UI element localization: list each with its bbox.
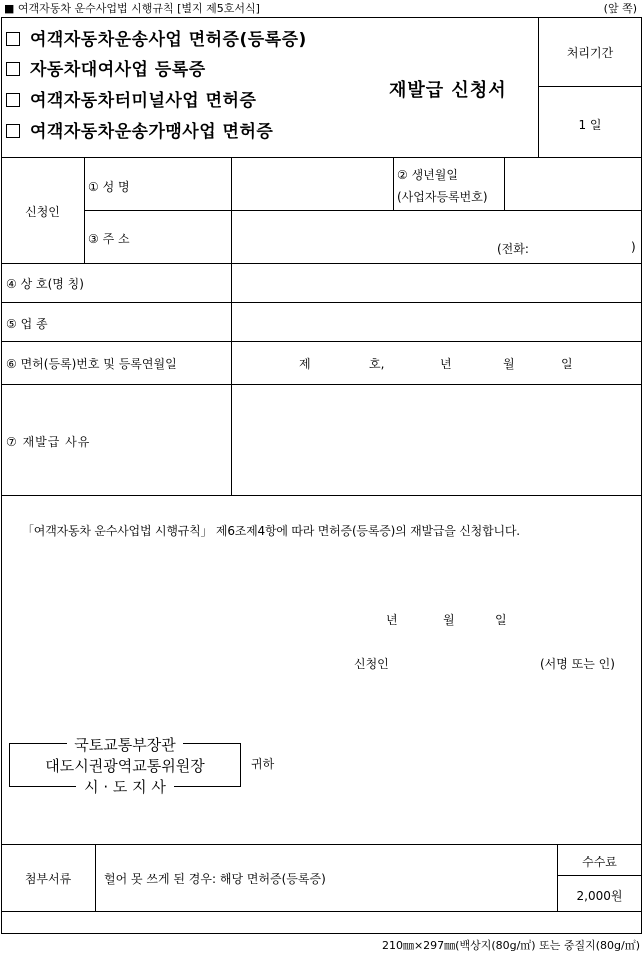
checkbox-icon[interactable]	[6, 32, 20, 46]
option-terminal-license[interactable]: 여객자동차터미널사업 면허증	[6, 85, 307, 118]
recipient-minister: 국토교통부장관	[9, 734, 241, 755]
option-rental-registration[interactable]: 자동차대여사업 등록증	[6, 54, 307, 87]
option-franchise-license[interactable]: 여객자동차운송가맹사업 면허증	[6, 116, 307, 149]
page-side-label: (앞 쪽)	[603, 2, 637, 15]
applicant-section-label: 신청인	[25, 205, 60, 219]
checkbox-icon[interactable]	[6, 124, 20, 138]
fee-label: 수수료	[582, 855, 617, 869]
date-day-label: 일	[495, 613, 507, 627]
license-year-label: 년	[440, 357, 452, 371]
reissue-reason-label: ⑦ 재발급 사유	[6, 435, 91, 449]
license-ho-label: 호,	[369, 357, 385, 371]
name-field[interactable]	[232, 158, 393, 210]
birthdate-field[interactable]	[505, 158, 641, 210]
date-year-label: 년	[386, 613, 398, 627]
license-day-label: 일	[561, 357, 573, 371]
processing-period-label: 처리기간	[566, 46, 614, 60]
application-statement: 「여객자동차 운수사업법 시행규칙」 제6조제4항에 따라 면허증(등록증)의 재발급을 신청합니다.	[22, 524, 520, 538]
name-label: ① 성 명	[88, 180, 130, 194]
reissue-reason-field[interactable]	[232, 385, 641, 495]
recipient-governor: 시 · 도 지 사	[9, 776, 241, 797]
checkbox-icon[interactable]	[6, 93, 20, 107]
business-type-label: ⑤ 업 종	[6, 317, 48, 331]
paper-spec: 210㎜×297㎜(백상지(80g/㎡) 또는 중질지(80g/㎡)	[381, 939, 640, 952]
business-reg-number-label: (사업자등록번호)	[397, 190, 488, 204]
recipient-commission: 대도시권광역교통위원장	[45, 757, 205, 775]
recipient-suffix: 귀하	[251, 757, 275, 771]
fee-value: 2,000원	[576, 889, 623, 903]
checkbox-icon[interactable]	[6, 62, 20, 76]
license-number-label: ⑥ 면허(등록)번호 및 등록연월일	[6, 357, 177, 371]
signer-label: 신청인	[354, 657, 389, 671]
birthdate-label: ② 생년월일	[397, 168, 458, 182]
option-transport-license[interactable]: 여객자동차운송사업 면허증(등록증)	[6, 24, 307, 57]
form-title: 재발급 신청서	[389, 80, 507, 101]
attachments-content: 헐어 못 쓰게 된 경우: 해당 면허증(등록증)	[104, 872, 326, 886]
license-month-label: 월	[503, 357, 515, 371]
address-label: ③ 주 소	[88, 232, 130, 246]
phone-close-label: )	[631, 240, 636, 254]
date-month-label: 월	[443, 613, 455, 627]
address-field[interactable]	[232, 211, 641, 263]
trade-name-field[interactable]	[232, 264, 641, 302]
phone-open-label: (전화:	[497, 242, 529, 256]
license-je-label: 제	[299, 357, 311, 371]
business-type-field[interactable]	[232, 303, 641, 341]
form-reference: ■ 여객자동차 운수사업법 시행규칙 [별지 제5호서식]	[4, 2, 260, 15]
attachments-label: 첨부서류	[24, 872, 72, 886]
trade-name-label: ④ 상 호(명 칭)	[6, 277, 84, 291]
signature-label: (서명 또는 인)	[540, 657, 615, 671]
application-type-list	[6, 24, 307, 149]
processing-period-value: 1 일	[578, 118, 602, 132]
